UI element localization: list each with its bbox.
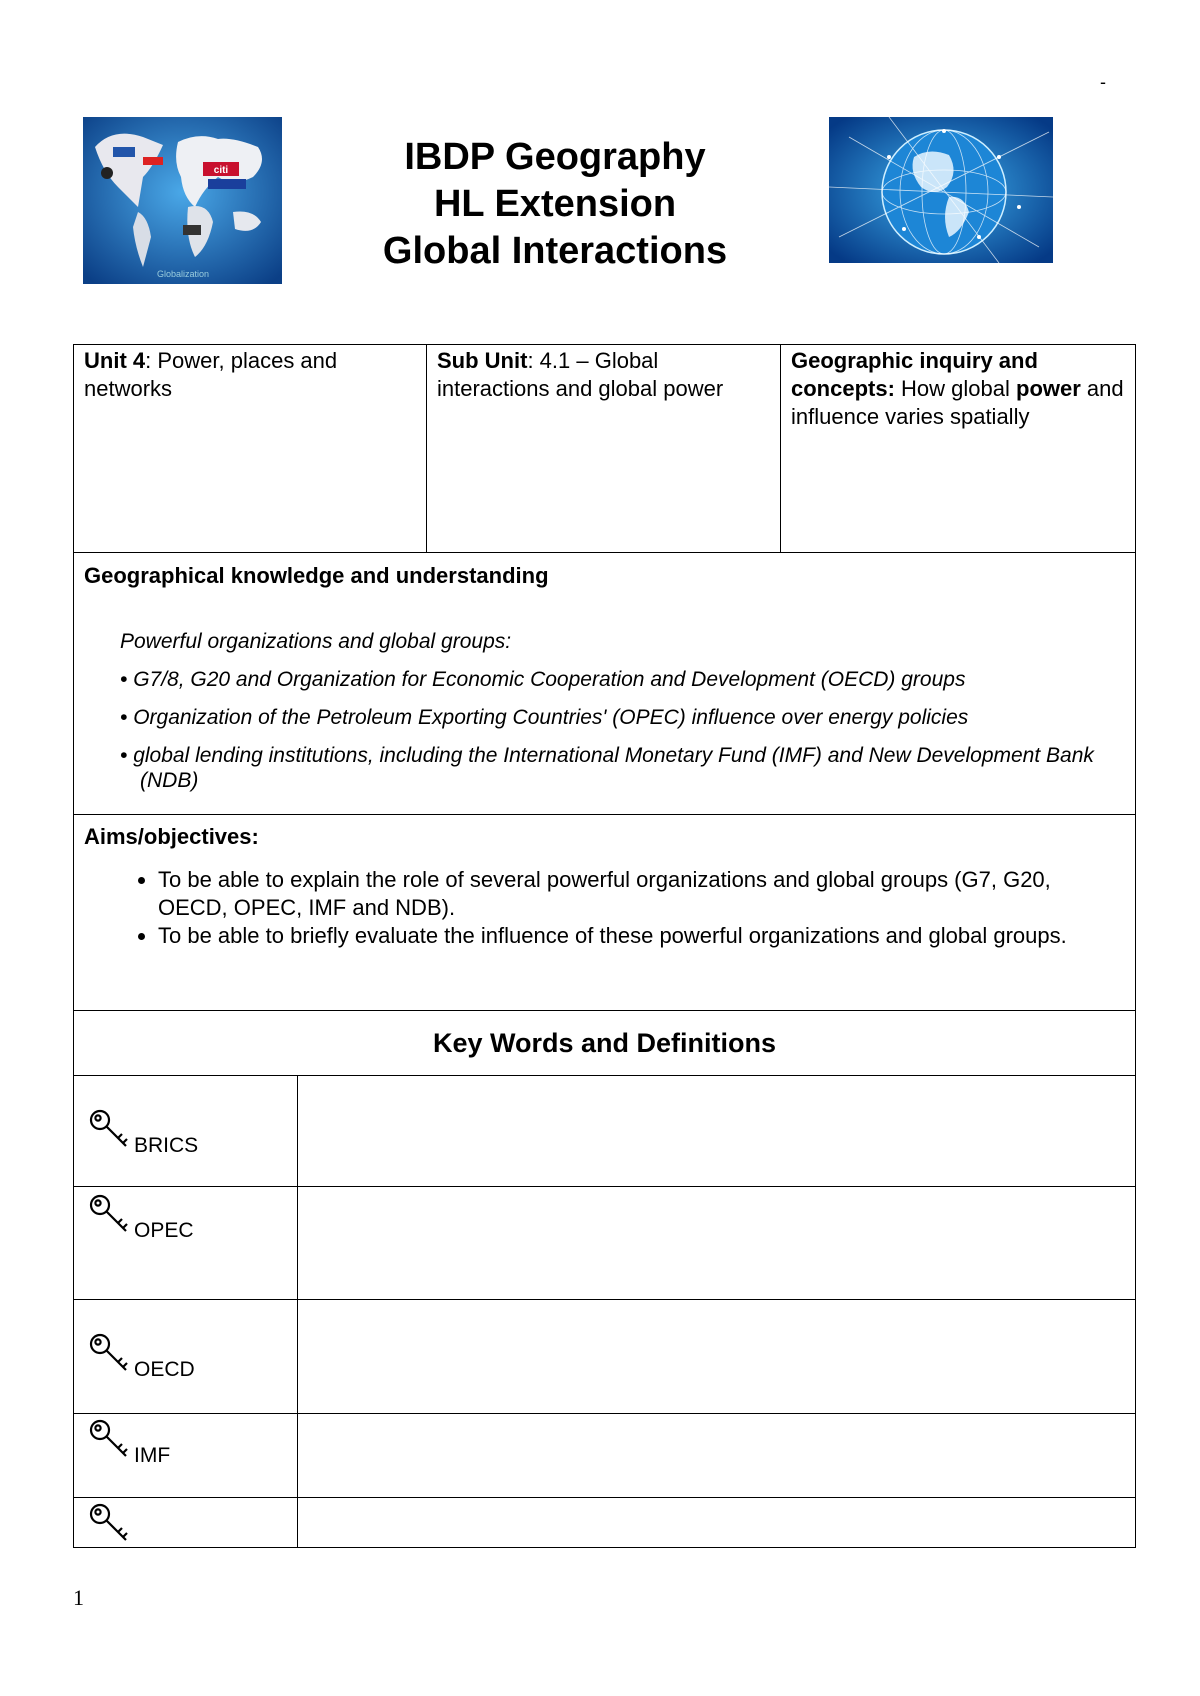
key-word-term-cell <box>74 1414 298 1498</box>
inquiry-cell <box>781 345 1136 553</box>
inquiry-bold-word: power <box>1016 376 1081 401</box>
key-word-term-cell <box>74 1498 298 1548</box>
knowledge-intro: Powerful organizations and global groups: <box>120 630 512 653</box>
unit-label: Unit 4 <box>84 348 146 373</box>
sub-unit-cell <box>427 345 781 553</box>
aims-cell <box>74 815 1136 1011</box>
svg-text:citi: citi <box>213 165 229 176</box>
page-title <box>355 134 755 275</box>
inquiry-text-1: How global <box>894 376 1016 401</box>
unit-value: : Power, places and networks <box>84 348 338 401</box>
key-word-term-cell <box>74 1300 298 1414</box>
inquiry-label: Geographic inquiry and concepts: <box>791 348 1038 401</box>
key-word-term-cell <box>74 1076 298 1187</box>
title-line-1: IBDP Geography <box>404 136 706 178</box>
key-word-term: IMF <box>134 1444 171 1467</box>
aims-item: • To be able to explain the role of several powerful organizations and global groups (G7, G20, OECD, OPEC, IMF and NDB). <box>158 866 1125 922</box>
key-icon <box>88 1193 132 1243</box>
inquiry-text-2: and influence varies spatially <box>791 376 1124 429</box>
key-word-term: OECD <box>134 1358 195 1381</box>
key-icon <box>88 1108 132 1158</box>
svg-text:Globalization: Globalization <box>156 269 210 279</box>
lesson-table <box>73 344 1136 1548</box>
key-word-definition[interactable] <box>298 1498 1136 1548</box>
aims-heading: Aims/objectives: <box>84 824 259 849</box>
key-word-definition[interactable] <box>298 1076 1136 1187</box>
aims-list <box>84 866 1125 950</box>
sub-unit-value: : 4.1 – Global interactions and global power <box>437 348 724 401</box>
key-word-definition[interactable] <box>298 1300 1136 1414</box>
top-mark: - <box>1100 72 1106 92</box>
title-line-3: Global Interactions <box>382 230 728 272</box>
key-word-term-cell <box>74 1187 298 1300</box>
title-line-2: HL Extension <box>433 183 677 225</box>
key-icon <box>88 1502 132 1552</box>
knowledge-heading: Geographical knowledge and understanding <box>84 563 549 588</box>
network-globe-image <box>829 117 1053 263</box>
brand-world-map-image <box>83 117 282 284</box>
page-number: 1 <box>73 1585 84 1610</box>
key-icon <box>88 1418 132 1468</box>
knowledge-item: • global lending institutions, including the International Monetary Fund (IMF) and New Development Bank (NDB) <box>120 744 1094 792</box>
knowledge-item: • G7/8, G20 and Organization for Economic Cooperation and Development (OECD) groups <box>120 668 966 691</box>
knowledge-cell <box>74 553 1136 815</box>
key-word-term: BRICS <box>134 1134 199 1157</box>
key-words-heading: Key Words and Definitions <box>74 1011 1136 1076</box>
sub-unit-label: Sub Unit <box>437 348 528 373</box>
aims-item: • To be able to briefly evaluate the influence of these powerful organizations and global groups. <box>158 922 1125 950</box>
key-word-definition[interactable] <box>298 1414 1136 1498</box>
key-icon <box>88 1332 132 1382</box>
knowledge-item: • Organization of the Petroleum Exporting Countries' (OPEC) influence over energy policies <box>120 706 969 729</box>
key-word-term: OPEC <box>134 1219 194 1242</box>
key-word-definition[interactable] <box>298 1187 1136 1300</box>
unit-cell <box>74 345 427 553</box>
